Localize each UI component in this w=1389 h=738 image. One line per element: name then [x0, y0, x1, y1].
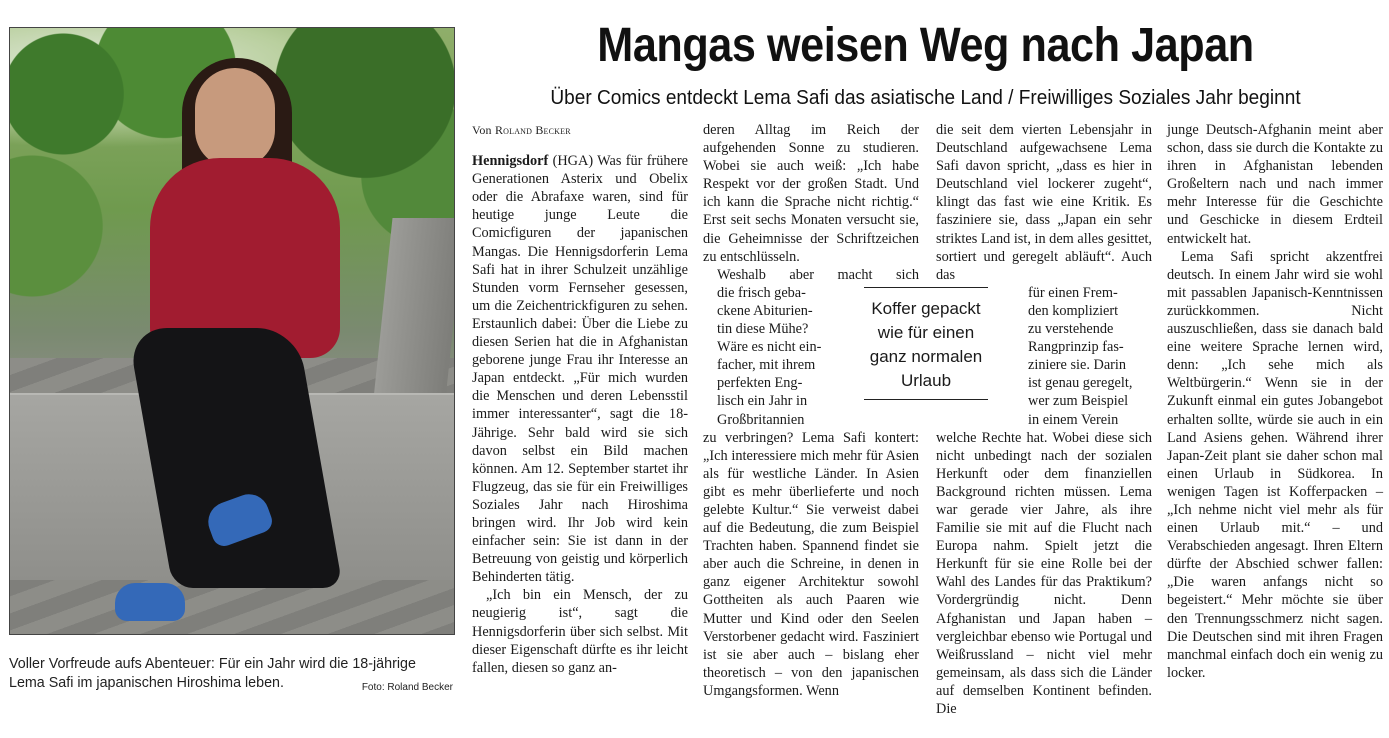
wrap-line: perfekten Eng-	[717, 375, 803, 392]
paragraph-text: welche Rechte hat. Wobei diese sich nicht unbedingt nach der sozialen Herkunft oder dem finanziellen Background richten müssen. Lema war gerade vier Jahre, als ihre Familie sie mit auf die Flucht nach Europa nahm. Spielt jetzt die Herkunft für sie eine Rolle bei der Wahl des Landes für das Praktikum? Vordergründig nicht. Denn Afghanistan und Japan haben – vergleichbar ebenso wie Portugal und Weißrussland – nicht viel mehr gemeinsam, als dass sich die Länder auf demselben Kontinent befinden. Die	[936, 429, 1152, 717]
paragraph: deren Alltag im Reich der aufgehenden Sonne zu studieren. Wobei sie auch weiß: „Ich habe Respekt vor der großen Stadt. Und ich kann die Sprache nicht richtig.“ Erst seit sechs Monaten versucht sie, die Geheimnisse der Schriftzeichen zu entschlüsseln.	[703, 122, 919, 265]
pull-quote: Koffer gepackt wie für einen ganz normalen Urlaub	[864, 287, 988, 400]
article-column-2	[703, 121, 919, 700]
article-column-4	[1167, 121, 1383, 682]
wrap-line: Wäre es nicht ein-	[717, 339, 822, 356]
wrap-line: lisch ein Jahr in	[717, 393, 808, 410]
headline: Mangas weisen Weg nach Japan	[597, 19, 1254, 72]
photo-credit: Foto: Roland Becker	[361, 682, 453, 693]
wrap-line: zu verstehende	[1028, 321, 1114, 338]
paragraph	[936, 121, 1152, 718]
byline-author: Roland Becker	[494, 123, 571, 137]
dateline: Hennigsdorf	[472, 153, 549, 170]
paragraph-text: die seit dem vierten Lebensjahr in Deutschland aufgewachsene Lema Safi davon spricht, „dass es hier in Deutschland viel lockerer zugeht“, klingt das fast wie eine Kritik. Es fasziniere sie, dass „Japan ein sehr striktes Land ist, in dem alles gesittet, sortiert und geregelt abläuft“. Auch das	[936, 122, 1153, 283]
photo-caption	[9, 655, 453, 697]
article-column-1	[472, 121, 688, 677]
paragraph: Lema Safi spricht akzentfrei deutsch. In einem Jahr wird sie wohl mit passablen Japanisch-Kenntnissen zurückkommen. Nicht auszuschließen, dass sie danach bald eine weitere Sprache lernen wird, denn: „Ich sehe mich als Weltbürgerin.“ Wenn sie in der Zukunft einmal ein gutes Jobangebot erhalten sollte, würde sie auch in ein Land Asiens gehen. Während ihrer Japan-Zeit plant sie daher schon mal einen Urlaub in Südkorea. In wenigen Tagen ist Kofferpacken – „Ich nehme nicht viel mehr als für einen Urlaub mit.“ – und Verabschieden angesagt. Ihren Eltern dürfte der Abschied schwer fallen: „Die waren anfangs nicht so begeistert.“ Mehr möchte sie über den Trennungsschmerz nicht sagen. Die Deutschen sind mit ihren Fragen manchmal einfach doch ein wenig zu locker.	[1167, 248, 1383, 681]
wrap-line: ckene Abiturien-	[717, 302, 813, 319]
byline	[472, 121, 688, 139]
wrap-line: in einem Verein	[1028, 411, 1119, 428]
wrap-line: ziniere sie. Darin	[1028, 357, 1127, 374]
wrap-line: Rangprinzip fas-	[1028, 339, 1124, 356]
paragraph-text: (HGA) Was für frühere Generationen Asterix und Obelix oder die Abrafaxe waren, sind für heutige junge Leute die Comicfiguren der japanischen Mangas. Die Hennigsdorferin Lema Safi hat in ihrer Schulzeit unzählige Stunden vorm Fernseher gesessen, um die Zeichentrickfiguren zu sehen. Erstaunlich dabei: Über die Liebe zu diesen Serien hat die in Afghanistan geborene junge Frau ihr Interesse an Japan entdeckt. „Für mich wurden die Menschen und deren Lebensstil immer interessanter“, sagt die 18-Jährige. Sehr bald wird sie sich davon selbst ein Bild machen können. Am 12. September startet ihr Flugzeug, das sie für ein Freiwilliges Soziales Jahr nach Hiroshima bringen wird. Ihr Job wird kein einfacher sein: Sie ist dann in der Betreuung von geistig und körperlich Behinderten tätig.	[472, 153, 688, 586]
article-column-3	[936, 121, 1152, 718]
wrap-line: facher, mit ihrem	[717, 357, 816, 374]
paragraph: junge Deutsch-Afghanin meint aber schon, dass sie durch die Kontakte zu ihren in Afghanistan lebenden Großeltern nach und nach immer mehr Interesse für die Geschichte und Geschicke in diesem Erdteil entwickelt hat.	[1167, 122, 1383, 247]
byline-prefix: Von	[472, 123, 492, 137]
paragraph	[472, 152, 688, 586]
wrap-line: wer zum Beispiel	[1028, 393, 1129, 410]
wrap-line: tin diese Mühe?	[717, 321, 809, 338]
wrap-line: für einen Frem-	[1028, 284, 1118, 301]
wrap-line: den kompliziert	[1028, 302, 1119, 319]
article-photo	[9, 27, 455, 635]
wrap-line: Großbritannien	[717, 411, 805, 428]
photo-caption-text: Voller Vorfreude aufs Abenteuer: Für ein Jahr wird die 18-jährige Lema Safi im japanischen Hiroshima leben.	[9, 656, 416, 691]
wrap-line: Weshalb aber macht sich	[717, 266, 919, 283]
paragraph-text: zu verbringen? Lema Safi kontert: „Ich interessiere mich mehr für Asien als für westliche Länder. In Asien gibt es mehr überlieferte und noch gelebte Kultur.“ Sie verweist dabei auf die Bedeutung, die zum Beispiel Trachten haben. Spannend findet sie aber auch die Schreine, in denen in ganz eigener Architektur sowohl Gottheiten als auch Paaren wie Mutter und Kind oder den Seelen Verstorbener gedacht wird. Fasziniert ist sie aber auch – bislang eher theoretisch – von den japanischen Umgangsformen. Wenn	[703, 429, 919, 699]
wrap-line: die frisch geba-	[717, 284, 806, 301]
paragraph: „Ich bin ein Mensch, der zu neugierig ist“, sagt die Hennigsdorferin über sich selbst. Mit dieser Eigenschaft dürfte es ihr leicht fallen, diesen so ganz an-	[472, 587, 688, 676]
subheadline: Über Comics entdeckt Lema Safi das asiatische Land / Freiwilliges Soziales Jahr beginnt	[550, 86, 1301, 109]
wrap-line: ist genau geregelt,	[1028, 375, 1133, 392]
